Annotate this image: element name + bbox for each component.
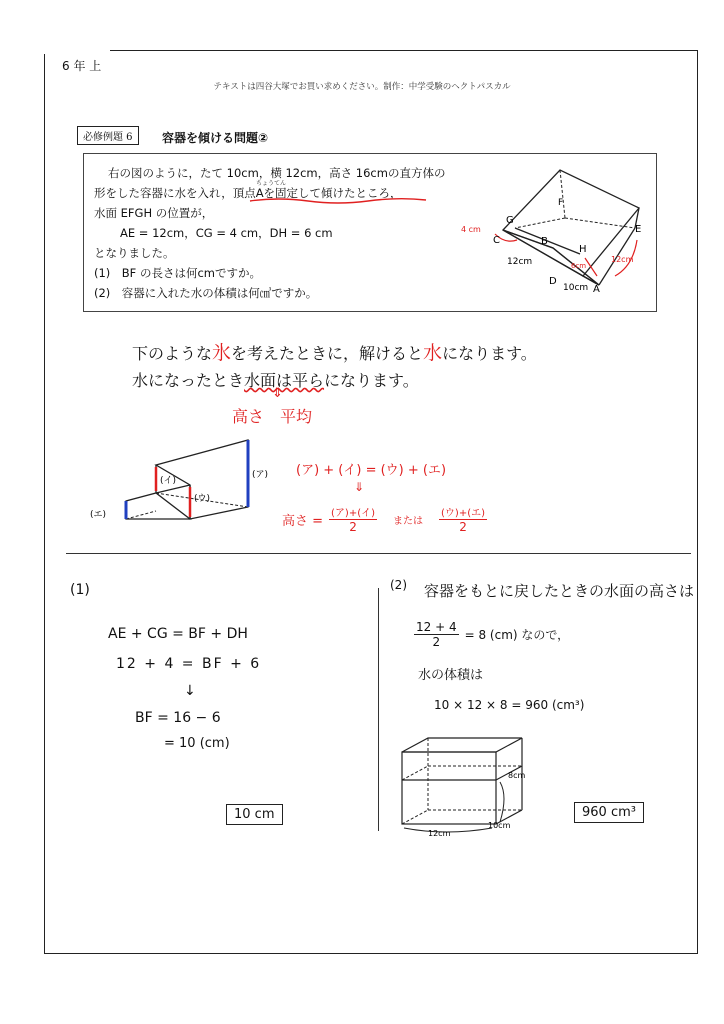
answer1-line-2: 12 + 4 = BF + 6 (116, 656, 262, 672)
label-G: G (506, 215, 514, 226)
grade-label: 6 年 上 (62, 59, 102, 73)
label-B: B (541, 236, 548, 247)
answer1-line-4: = 10 (cm) (164, 736, 230, 751)
answer1-line-1: AE + CG = BF + DH (108, 626, 248, 642)
explanation-arrow: ⇓ (272, 386, 283, 401)
box-dim-h: 8cm (508, 771, 526, 780)
formula-arrow: ⇓ (354, 480, 365, 494)
answer2-label: (2) (390, 578, 407, 592)
dim-d: 10cm (563, 283, 589, 293)
fig-label-e: (エ) (90, 510, 107, 520)
answer2-fraction: $\frac{12 + 4}{2}$ = 8 (cm) なので， (416, 620, 570, 649)
tilted-box-figure (455, 158, 655, 298)
problem-line-2: 形をした容器に水を入れ，頂点Aを固定して傾けたところ， (94, 186, 402, 200)
ruby-text: ちょうてん (256, 180, 287, 187)
dim-dh: 6cm (571, 262, 587, 270)
label-A: A (593, 284, 600, 295)
answer2-heading: 容器をもとに戻したときの水面の高さは (424, 582, 695, 600)
box-dim-d: 10cm (488, 821, 511, 830)
label-C: C (493, 235, 500, 246)
red-underline (248, 196, 428, 206)
label-E: E (635, 224, 642, 235)
column-divider (378, 588, 379, 831)
problem-line-7: (2) 容器に入れた水の体積は何㎤ですか。 (94, 286, 318, 300)
problem-line-1: 右の図のように，たて 10cm，横 12cm，高さ 16cmの直方体の (108, 166, 446, 180)
frame-gap (44, 40, 110, 54)
label-D: D (549, 276, 557, 287)
answer1-box: 10 cm (226, 804, 283, 825)
prism-figure (88, 435, 278, 530)
problem-line-6: (1) BF の長さは何cmですか。 (94, 266, 261, 280)
label-H: H (579, 244, 587, 255)
explanation-line-2: 水になったとき水面は平らになります。 (132, 371, 419, 390)
answer2-volume-calc: 10 × 12 × 8 = 960 (cm³) (434, 698, 585, 712)
label-F: F (558, 198, 564, 208)
explanation-line-1: 下のような氷を考えたときに，解けると水になります。 (132, 342, 537, 364)
fig-label-a: (ア) (252, 470, 269, 480)
fig-label-i: (イ) (160, 476, 177, 486)
answer1-line-3: BF = 16 − 6 (135, 710, 221, 726)
formula-2: 高さ = (ア)+(イ) 2 または (ウ)+(エ) 2 (282, 504, 487, 534)
example-title: 容器を傾ける問題② (162, 131, 269, 145)
example-label: 必修例題 6 (77, 126, 139, 145)
answer1-arrow: ↓ (184, 683, 196, 699)
dim-cg: 4 cm (461, 225, 481, 234)
section-divider (66, 553, 691, 554)
dim-w: 12cm (507, 257, 533, 267)
upright-box-figure (396, 736, 536, 840)
problem-line-4: AE = 12cm，CG = 4 cm，DH = 6 cm (120, 226, 333, 240)
publisher-notice: テキストは四谷大塚でお買い求めください。制作：中学受験のヘクトパスカル (213, 82, 511, 92)
answer1-label: (1) (70, 582, 90, 598)
formula-1: (ア) + (イ) = (ウ) + (エ) (296, 463, 447, 478)
problem-line-5: となりました。 (94, 246, 175, 260)
fig-label-u: (ウ) (194, 494, 211, 504)
problem-line-3: 水面 EFGH の位置が， (94, 206, 214, 220)
dim-ae: 12cm (611, 255, 634, 264)
answer2-box: 960 cm³ (574, 802, 644, 823)
height-average-note: 高さ 平均 (232, 407, 313, 426)
answer2-volume-label: 水の体積は (418, 668, 484, 683)
box-dim-w: 12cm (428, 829, 451, 838)
